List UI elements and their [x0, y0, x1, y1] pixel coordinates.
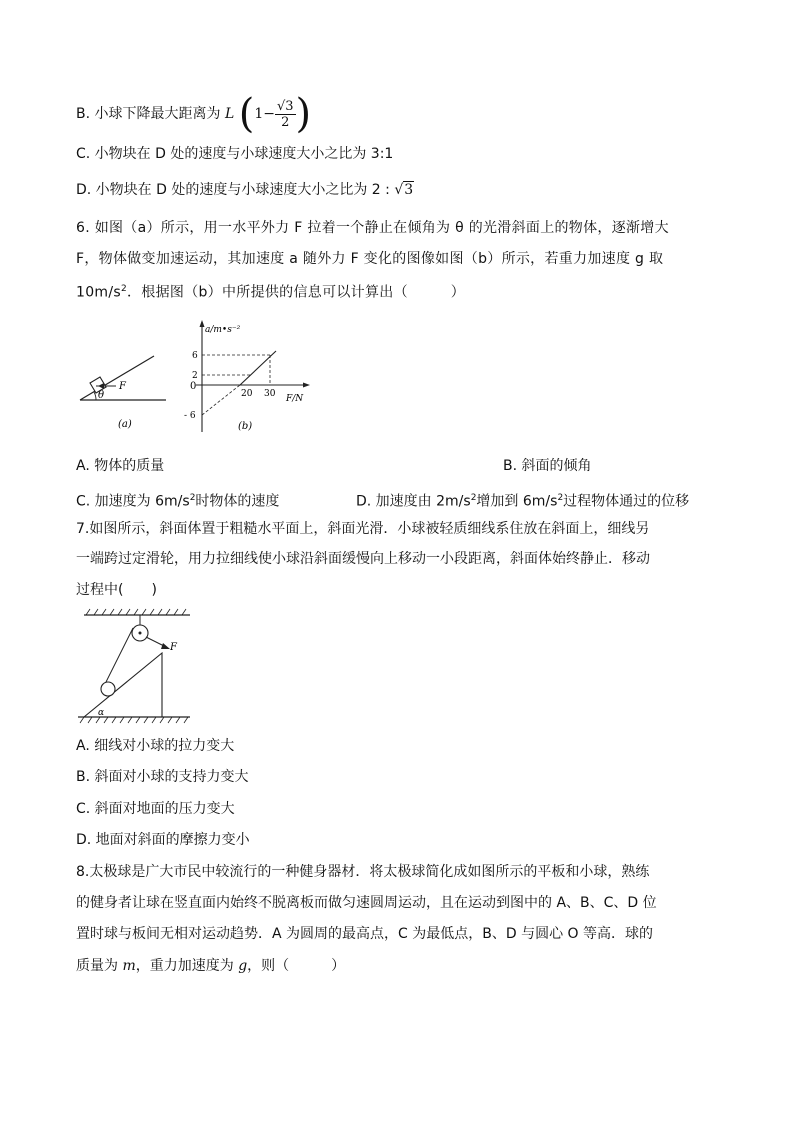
q8-stem-line4 [76, 956, 345, 976]
q7-stem-line3: 过程中( ) [76, 582, 157, 598]
force-label: F [170, 642, 177, 653]
theta-label: θ [98, 390, 105, 401]
q6-stem-line3-pre: 10m/s [76, 284, 121, 301]
fraction-denominator: 2 [281, 114, 290, 130]
q8-line4-pre: 质量为 [76, 958, 123, 974]
q5-option-b-one: 1− [254, 106, 275, 122]
x-axis-label: F/N [286, 394, 304, 404]
q5-option-d [76, 180, 414, 200]
q7-stem-line2: 一端跨过定滑轮，用力拉细线使小球沿斜面缓慢向上移动一小段距离，斜面体始终静止．移动 [76, 551, 650, 567]
pulley-axle [139, 632, 142, 635]
pull-arrow-head [161, 643, 170, 649]
q6-option-c-post: 时物体的速度 [195, 493, 280, 510]
q8-line4-g: g [238, 958, 248, 974]
tick-x20: 20 [241, 389, 253, 399]
q6-option-d-sup2: 2 [557, 493, 564, 503]
tick-y0: 0 [190, 381, 197, 392]
tick-yneg6: - 6 [184, 411, 196, 421]
q5-option-c: C. 小物块在 D 处的速度与小球速度大小之比为 3:1 [76, 146, 394, 162]
q8-stem-line3: 置时球与板间无相对运动趋势．A 为圆周的最高点，C 为最低点，B、D 与圆心 O 等高．球的 [76, 926, 654, 942]
q6-stem-line3-sup: 2 [120, 284, 127, 294]
y-axis-arrow [200, 320, 205, 327]
q6-option-a: A. 物体的质量 [76, 458, 165, 474]
q6-option-b: B. 斜面的倾角 [503, 458, 592, 474]
q6-option-c-sup: 2 [189, 493, 196, 503]
q5-option-b [76, 91, 312, 137]
q7-figure [78, 607, 198, 729]
q6-stem-line3-post: ．根据图（b）中所提供的信息可以计算出（ ） [127, 284, 466, 301]
q6-figure-a [76, 350, 176, 435]
fraction-numerator: √3 [276, 98, 294, 114]
q8-stem-line2: 的健身者让球在竖直面内始终不脱离板而做匀速圆周运动，且在运动到图中的 A、B、C、D 位 [76, 895, 657, 911]
q8-line4-m: m [122, 958, 136, 974]
q6-option-d-post: 过程物体通过的位移 [563, 493, 690, 510]
ball [101, 682, 115, 696]
q6-option-c-pre: C. 加速度为 6m/s [76, 493, 190, 510]
q6-option-c [76, 488, 279, 512]
sqrt-symbol [394, 181, 414, 198]
dash-extension [202, 385, 240, 415]
q6-option-d [356, 488, 689, 512]
string-to-ball [106, 628, 133, 682]
q8-line4-mid: ，重力加速度为 [135, 958, 239, 974]
q7-option-c: C. 斜面对地面的压力变大 [76, 801, 235, 817]
q6-stem-line1: 6. 如图（a）所示，用一水平外力 F 拉着一个静止在倾角为 θ 的光滑斜面上的物体，逐渐增大 [76, 220, 669, 236]
figure-a-caption: (a) [118, 419, 132, 430]
q5-option-d-text: D. 小物块在 D 处的速度与小球速度大小之比为 2 : [76, 182, 390, 198]
q5-option-b-l: L [224, 106, 235, 122]
tick-y2: 2 [192, 371, 198, 381]
q6-figure-b [182, 318, 314, 436]
sqrt-sign: √ [394, 182, 404, 198]
ceiling-hatch [86, 609, 186, 615]
left-paren: ( [238, 91, 255, 137]
y-axis-label: a/m•s⁻² [205, 325, 241, 335]
q8-line4-post: ，则（ ） [247, 958, 346, 974]
graph-line [240, 351, 276, 385]
force-label: F [119, 381, 126, 392]
q7-option-d: D. 地面对斜面的摩擦力变小 [76, 832, 250, 848]
q6-option-d-mid: 增加到 6m/s [476, 493, 558, 510]
right-paren: ) [295, 91, 312, 137]
incline-block [84, 653, 162, 717]
tick-x30: 30 [264, 389, 276, 399]
alpha-label: α [98, 708, 105, 718]
q7-option-b: B. 斜面对小球的支持力变大 [76, 769, 249, 785]
ground-hatch [80, 717, 188, 723]
q6-option-d-sup1: 2 [470, 493, 477, 503]
q5-option-b-fraction [275, 99, 296, 130]
q7-stem-line1: 7.如图所示，斜面体置于粗糙水平面上，斜面光滑．小球被轻质细线系住放在斜面上，细线另 [76, 521, 650, 537]
sqrt-radicand: 3 [404, 182, 414, 198]
q6-stem-line2: F，物体做变加速运动，其加速度 a 随外力 F 变化的图像如图（b）所示，若重力加速度 g 取 [76, 251, 664, 267]
x-axis-arrow [303, 383, 310, 388]
q6-stem-line3 [76, 279, 465, 303]
q7-option-a: A. 细线对小球的拉力变大 [76, 738, 235, 754]
tick-y6: 6 [192, 351, 198, 361]
q8-stem-line1: 8.太极球是广大市民中较流行的一种健身器材．将太极球简化成如图所示的平板和小球，熟练 [76, 864, 650, 880]
q6-option-d-pre: D. 加速度由 2m/s [356, 493, 471, 510]
q5-option-b-label: B. 小球下降最大距离为 [76, 106, 221, 122]
figure-b-caption: (b) [238, 421, 253, 432]
incline-line [80, 356, 154, 400]
